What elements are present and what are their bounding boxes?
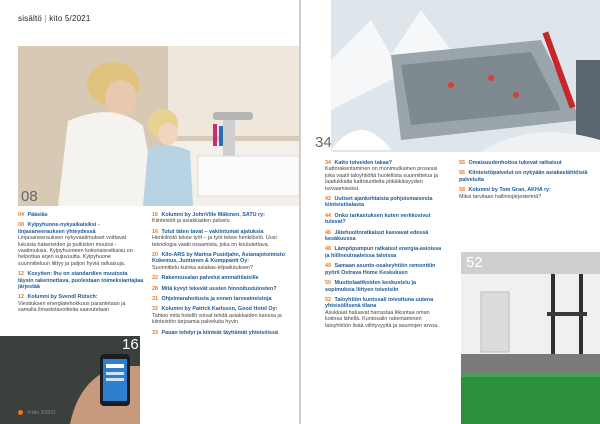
right-page	[301, 0, 600, 424]
toc-entry	[152, 286, 292, 292]
toc-column-left-1	[18, 212, 144, 318]
page-number-snow: 34	[315, 134, 332, 151]
toc-entry	[18, 271, 144, 290]
toc-entry	[152, 275, 292, 281]
toc-entry	[325, 160, 445, 192]
toc-entry-title: Omaisuudenhoitoa tukevat ratkaisut	[468, 160, 562, 166]
toc-entry-number: 56	[459, 170, 465, 177]
toc-entry-number: 08	[18, 222, 24, 229]
toc-entry-title: Ohjelmarahoitusta ja ennen tarveaineistoja	[161, 296, 272, 303]
toc-entry-title: Rakennusalan palvelut ammattilaisille	[161, 275, 259, 282]
toc-entry-body: Kattorakentaminen on monimutkainen prosessi joka vaatii taloyhtiöltä huolellista suunnittelua ja laadukkaita kattotuotteita pitkäikäisyyden turvaamiseksi.	[325, 166, 438, 192]
page-header	[18, 14, 91, 23]
toc-entry-number: 49	[325, 263, 331, 270]
toc-entry	[459, 170, 589, 183]
toc-entry-title: Kosyiten: Ihu on standardien muutosta täysin rakennettava, puolestaan toimeksiantajiaa järjestää	[18, 271, 144, 291]
toc-entry	[152, 330, 292, 336]
toc-entry-title: Kolumni by Tom Gran, AKHA ry:	[468, 187, 551, 194]
toc-entry-number: 31	[152, 296, 158, 303]
toc-entry-title: Pauan tehdyt ja kiinteät täyttämät yhteisöissä	[161, 329, 279, 336]
gym-photo	[461, 252, 600, 424]
toc-entry-number: 55	[459, 160, 465, 166]
toc-entry-body: Viestiuksen energiatehokkuus parantetaan ja samalla ilmastotavoitteita saavutetaan	[18, 300, 126, 314]
page-footer	[18, 410, 56, 416]
toc-entry-title: Katto toiveiden takaa?	[334, 160, 393, 166]
toc-entry-title: Uutiset ajankohtaista pohjoismaisesta kiinteistöalasta	[325, 196, 433, 209]
toc-entry	[152, 306, 292, 325]
toc-entry-body: Suunnittelu kuinka asiakas-kilpailutuksen?	[152, 264, 253, 271]
header-separator: |	[44, 14, 47, 23]
toc-entry	[325, 297, 445, 329]
snow-roof-photo	[331, 0, 600, 152]
toc-entry-title: Muuttolaatikoiden keskustelu ja sopimuksia liittyen toiveisiin	[325, 280, 416, 293]
toc-entry-number: 44	[325, 212, 331, 219]
toc-column-right-1	[325, 160, 445, 333]
toc-entry-number: 20	[152, 252, 158, 259]
toc-entry	[325, 280, 445, 293]
toc-entry-number: 42	[325, 196, 331, 203]
toc-entry-title: Kolumni by Svendl Rütsch:	[27, 294, 98, 301]
toc-entry-number: 52	[325, 296, 331, 303]
page-number-gym: 52	[466, 254, 483, 271]
toc-entry	[459, 160, 589, 166]
header-section: sisältö	[18, 14, 43, 23]
toc-entry-number: 22	[152, 275, 158, 282]
page-number-bath: 08	[21, 188, 38, 205]
toc-column-left-2	[152, 212, 292, 340]
header-issue: kito 5/2021	[49, 14, 91, 23]
toc-entry	[325, 246, 445, 259]
toc-entry-number: 33	[152, 329, 158, 336]
toc-entry	[325, 213, 445, 226]
toc-entry-number: 16	[152, 228, 158, 235]
toc-entry-title: Onko tarkastuksen kuten verkkosivut tulevat?	[325, 212, 431, 226]
toc-column-right-2	[459, 160, 589, 204]
toc-entry-number: 04	[18, 212, 24, 218]
toc-entry-title: Tutut täten tavat – vakiintumat ajatuksia	[161, 228, 264, 235]
footer-text: 4 kito 5/2021	[27, 410, 57, 416]
toc-entry-body: Linjasaneerauksen nykyvaatimukset voittavat lukuisia hakeneiden ja putkiston muutos -vaatimuksia. Kylpyhuoneen kokonaisratkaisu on helpottaa arjen sujuvuutta. Kylpyhuone suunnitteluun liittyy ja paljon hyviä ratkaisuja.	[18, 235, 133, 267]
toc-entry-title: Taloyhtiön kuntosali toivottuna uutena yhteisöllisenä tilana	[325, 296, 434, 310]
toc-entry-number: 28	[152, 285, 158, 292]
toc-entry	[152, 296, 292, 302]
footer-dot-icon	[18, 410, 23, 415]
toc-entry	[18, 294, 144, 313]
toc-entry	[18, 212, 144, 218]
toc-entry	[325, 230, 445, 243]
snow-roof-illustration	[331, 0, 600, 152]
toc-entry-title: Lämpöpumpun ratkaisut energia-asioissa ja hiilineutraaleissa taloissa	[325, 246, 442, 259]
toc-entry-number: 16	[152, 212, 158, 218]
toc-entry	[152, 252, 292, 271]
left-page	[0, 0, 299, 424]
bathroom-photo	[18, 46, 299, 206]
toc-entry-number: 32	[152, 306, 158, 313]
toc-entry	[325, 196, 445, 209]
page-number-phone: 16	[122, 336, 139, 353]
toc-entry-title: Kilo-ARS by Marina Pusidjahn, Asianajotoimisto Kokemus, Juntunen & Kumppanit Oy:	[152, 252, 286, 265]
toc-entry	[152, 212, 292, 225]
toc-entry-title: Kolumni by Patrick Karlsson, Good Hotel Oy:	[161, 306, 278, 313]
toc-entry-title: Pääsiäs	[27, 212, 48, 218]
toc-entry-body: Asukkaat haluavat harrastaa liikuntaa oman kotinsa lähellä. Kuntosalin rakentaminen taloyhtiöön lisää viihtyvyyttä ja asuntojen arvoa.	[325, 309, 439, 329]
toc-entry-number: 48	[325, 246, 331, 253]
toc-entry	[325, 263, 445, 276]
toc-entry-number: 58	[459, 187, 465, 194]
toc-entry-number: 12	[18, 294, 24, 301]
toc-entry	[459, 187, 589, 200]
toc-entry-title: Samaan asunto-osakeyhtiön remonttiin pyörii Ostrava Home Keskuksen	[325, 263, 436, 276]
toc-entry-number: 46	[325, 229, 331, 236]
toc-entry-title: Kolumni by JohnVille Mäkinen, SATU ry:	[161, 212, 265, 218]
toc-entry-body: Miksi tarvitaan hallintojärjestelmä?	[459, 193, 542, 200]
gym-illustration	[461, 252, 600, 424]
toc-entry-title: Jätehuoltoratkaisut kasvavat edessä kesäkuussa	[325, 229, 429, 243]
toc-entry-body: Henkilöstö tekee työt – ja työt tekee henkilöstö. Uusi teknologia vaatii osaamista, joka on koulutettava.	[152, 235, 277, 248]
toc-entry-number: 50	[325, 280, 331, 287]
toc-entry-title: Kiinteistöpalvelut on nykyään asiakaslähtöisiä palveluita	[459, 170, 588, 183]
toc-entry	[152, 229, 292, 248]
toc-entry-number: 12	[18, 271, 24, 278]
toc-entry-body: Tahtoo mitä hotellit voivat tehdä asiakkaiden kanssa ja kiinteistön tarjoamia palveluita hyvin	[152, 312, 282, 326]
toc-entry-title: Mitä kyvyt tekevät uusien hinnoitustulosten?	[161, 285, 277, 292]
toc-entry-number: 34	[325, 160, 331, 166]
toc-entry	[18, 222, 144, 267]
toc-entry-title: Kylpyhuone-nykyaikaisiksi -linjasaneerauksen yhteydessä	[18, 222, 100, 235]
toc-entry-body: Kiinteistöt ja asiakkaiden palvelu	[152, 218, 230, 225]
bathroom-illustration	[18, 46, 299, 206]
